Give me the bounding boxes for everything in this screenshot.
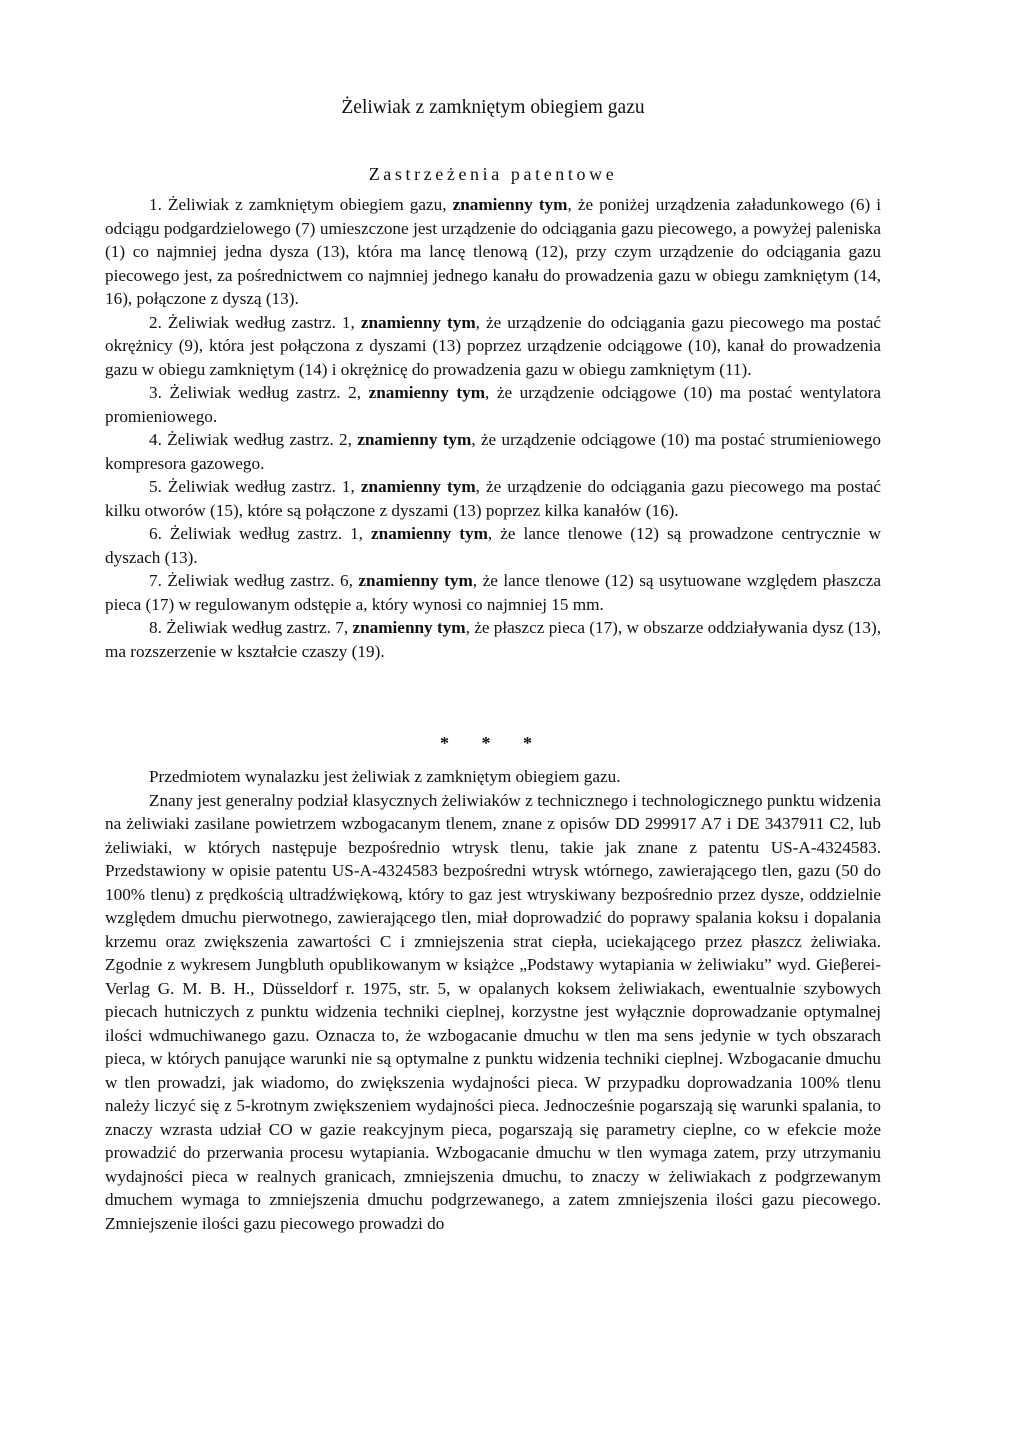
- claim-lead: 4. Żeliwiak według zastrz. 2,: [149, 430, 358, 449]
- claim-emphasis: znamienny tym: [360, 312, 476, 332]
- section-separator: * * *: [440, 733, 546, 753]
- claim-paragraph: [105, 428, 881, 475]
- claim-lead: 7. Żeliwiak według zastrz. 6,: [149, 571, 359, 590]
- claim-text: , że lance tlenowe (12) są prowadzone centrycznie w dyszach (13).: [105, 524, 881, 567]
- claim-emphasis: znamienny tym: [368, 383, 486, 402]
- claim-emphasis: znamienny tym: [357, 430, 472, 449]
- claim-lead: 2. Żeliwiak według zastrz. 1,: [149, 312, 361, 332]
- claim-emphasis: znamienny tym: [352, 618, 466, 637]
- claim-lead: 6. Żeliwiak według zastrz. 1,: [149, 524, 372, 543]
- claim-lead: 8. Żeliwiak według zastrz. 7,: [149, 618, 353, 637]
- description-paragraph: Przedmiotem wynalazku jest żeliwiak z zamkniętym obiegiem gazu.: [149, 767, 621, 786]
- claim-paragraph: [105, 381, 881, 428]
- claim-paragraph: [105, 522, 881, 569]
- claim-text: , że urządzenie odciągowe (10) ma postać strumieniowego kompresora gazowego.: [105, 430, 881, 473]
- claim-paragraph: [105, 616, 881, 663]
- claim-lead: 5. Żeliwiak według zastrz. 1,: [149, 477, 361, 496]
- claim-emphasis: znamienny tym: [360, 477, 476, 496]
- claim-emphasis: znamienny tym: [371, 524, 488, 543]
- claim-text: , że urządzenie do odciągania gazu piecowego ma postać okrężnicy (9), która jest połączona z dyszami (13) poprzez urządzenie odciągowe (10), kanał do prowadzenia gazu w obiegu zamkniętym (14) i okrężnicę do prowadzenia gazu w obiegu zamkniętym (11).: [105, 312, 881, 379]
- claim-paragraph: [105, 193, 881, 311]
- claim-lead: 3. Żeliwiak według zastrz. 2,: [149, 383, 369, 402]
- claim-paragraph: [105, 475, 881, 522]
- claims-list: [105, 193, 881, 663]
- claim-emphasis: znamienny tym: [358, 571, 473, 590]
- claim-paragraph: [105, 569, 881, 616]
- claim-emphasis: znamienny tym: [452, 195, 568, 214]
- claim-paragraph: [105, 311, 881, 382]
- section-heading: Zastrzeżenia patentowe: [368, 164, 618, 184]
- claim-text: , że poniżej urządzenia załadunkowego (6) i odciągu podgardzielowego (7) umieszczone jest urządzenie do odciągania gazu piecowego, a powyżej paleniska (1) co najmniej jedna dysza (13), która ma lancę tlenową (12), przy czym urządzenie do odciągania gazu piecowego jest, za pośrednictwem co najmniej jednego kanału do prowadzenia gazu w obiegu zamkniętym (14, 16), połączone z dyszą (13).: [105, 195, 881, 308]
- claim-text: , że urządzenie do odciągania gazu piecowego ma postać kilku otworów (15), które są połączone z dyszami (13) poprzez kilka kanałów (16).: [105, 477, 881, 520]
- description-body: [105, 765, 881, 1235]
- claim-text: , że lance tlenowe (12) są usytuowane względem płaszcza pieca (17) w regulowanym odstępie a, który wynosi co najmniej 15 mm.: [105, 571, 881, 614]
- page-title: Żeliwiak z zamkniętym obiegiem gazu: [341, 97, 645, 118]
- claim-lead: 1. Żeliwiak z zamkniętym obiegiem gazu,: [149, 195, 453, 214]
- claim-text: , że urządzenie odciągowe (10) ma postać wentylatora promieniowego.: [105, 383, 881, 426]
- description-paragraph: Znany jest generalny podział klasycznych żeliwiaków z technicznego i technologicznego punktu widzenia na żeliwiaki zasilane powietrzem wzbogacanym tlenem, znane z opisów DD 299917 A7 i DE 3437911 C2, lub żeliwiaki, w których następuje bezpośrednio wtrysk tlenu, takie jak znane z patentu US-A-4324583. Przedstawiony w opisie patentu US-A-4324583 bezpośredni wtrysk wtórnego, zawierającego tlen, gazu (50 do 100% tlenu) z prędkością ultradźwiękową, który to gaz jest wtryskiwany bezpośrednio przez dysze, oddzielnie względem dmuchu pierwotnego, zawierającego tlen, miał doprowadzić do poprawy spalania koksu i dopalania krzemu oraz zwiększenia zawartości C i zmniejszenia strat ciepła, uciekającego przez płaszcz żeliwiaka. Zgodnie z wykresem Jungbluth opublikowanym w książce „Podstawy wytapiania w żeliwiaku” wyd. Gieβerei-Verlag G. M. B. H., Düsseldorf r. 1975, str. 5, w opalanych koksem żeliwiakach, ewentualnie szybowych piecach hutniczych z punktu widzenia techniki cieplnej, korzystne jest wyłącznie doprowadzanie optymalnej ilości wdmuchiwanego gazu. Oznacza to, że wzbogacanie dmuchu w tlen ma sens jedynie w tych obszarach pieca, w których panujące warunki nie są optymalne z punktu widzenia techniki cieplnej. Wzbogacanie dmuchu w tlen prowadzi, jak wiadomo, do zwiększenia wydajności pieca. W przypadku doprowadzania 100% tlenu należy liczyć się z 5-krotnym zwiększeniem wydajności pieca. Jednocześnie pogarszają się warunki spalania, to znaczy wzrasta udział CO w gazie reakcyjnym pieca, pogarszają się parametry cieplne, co w efekcie może prowadzić do przerwania procesu wytapiania. Wzbogacanie dmuchu w tlen wymaga zatem, przy utrzymaniu wydajności pieca w realnych granicach, zmniejszenia dmuchu, to znaczy w żeliwiakach z podgrzewanym dmuchem wymaga to zmniejszenia dmuchu podgrzewanego, a zatem zmniejszenia ilości gazu piecowego. Zmniejszenie ilości gazu piecowego prowadzi do: [105, 790, 881, 1233]
- claim-text: , że płaszcz pieca (17), w obszarze oddziaływania dysz (13), ma rozszerzenie w kształcie czaszy (19).: [105, 618, 881, 661]
